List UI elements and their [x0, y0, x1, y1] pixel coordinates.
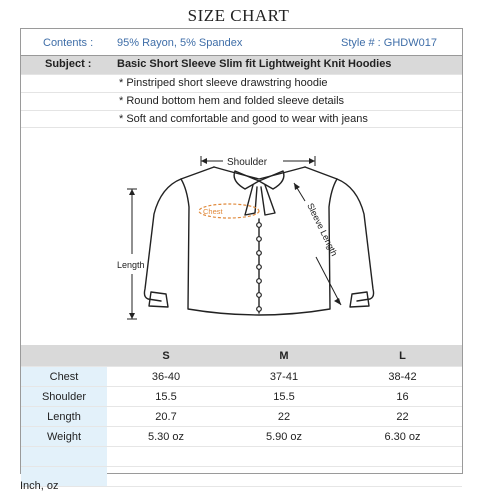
garment-illustration	[21, 129, 462, 344]
table-cell: 5.90 oz	[225, 427, 343, 447]
button	[257, 251, 262, 256]
table-header-cell: L	[343, 345, 462, 367]
contents-value: 95% Rayon, 5% Spandex	[117, 37, 243, 49]
contents-label: Contents :	[43, 37, 94, 49]
table-cell: 22	[343, 407, 462, 427]
row-label: Shoulder	[21, 387, 107, 407]
feature-row	[21, 74, 462, 92]
table-cell: 36-40	[107, 367, 225, 387]
contents-row	[21, 34, 462, 54]
table-cell: 37-41	[225, 367, 343, 387]
style-number: Style # : GHDW017	[341, 37, 437, 49]
button	[257, 307, 262, 312]
subject-label: Subject :	[45, 58, 92, 70]
table-cell: 15.5	[107, 387, 225, 407]
length-label: Length	[117, 260, 145, 270]
shoulder-label: Shoulder	[227, 157, 268, 168]
table-cell-empty	[343, 467, 462, 487]
feature-row	[21, 110, 462, 128]
row-label: Chest	[21, 367, 107, 387]
row-label: Length	[21, 407, 107, 427]
button	[257, 265, 262, 270]
sleeve-length-label: Sleeve Length	[305, 201, 340, 258]
chest-label: Chest	[203, 207, 223, 216]
bow-tail-left	[245, 185, 257, 215]
row-label: Weight	[21, 427, 107, 447]
table-cell: 16	[343, 387, 462, 407]
table-cell: 5.30 oz	[107, 427, 225, 447]
feature-row	[21, 92, 462, 110]
table-row	[21, 407, 462, 427]
table-header-cell: M	[225, 345, 343, 367]
table-cell: 38-42	[343, 367, 462, 387]
table-header-cell: S	[107, 345, 225, 367]
table-cell-empty	[107, 447, 225, 467]
garment-diagram	[21, 129, 462, 344]
table-row-empty	[21, 467, 462, 487]
subject-row	[21, 56, 462, 74]
table-cell: 6.30 oz	[343, 427, 462, 447]
feature-text: * Pinstriped short sleeve drawstring hoodie	[119, 77, 328, 89]
table-cell-empty	[107, 467, 225, 487]
size-chart-frame	[20, 28, 463, 474]
feature-text: * Soft and comfortable and good to wear with jeans	[119, 113, 368, 125]
button	[257, 223, 262, 228]
table-cell: 15.5	[225, 387, 343, 407]
right-sleeve-outline	[305, 167, 374, 301]
row-label-empty	[21, 447, 107, 467]
length-measure	[127, 189, 137, 319]
table-header-row	[21, 345, 462, 367]
page-title: SIZE CHART	[187, 6, 290, 25]
table-cell: 20.7	[107, 407, 225, 427]
button	[257, 237, 262, 242]
table-row	[21, 427, 462, 447]
subject-value: Basic Short Sleeve Slim fit Lightweight Knit Hoodies	[117, 58, 392, 70]
table-row-empty	[21, 447, 462, 467]
table-cell: 22	[225, 407, 343, 427]
button	[257, 279, 262, 284]
collar	[214, 167, 305, 179]
button	[257, 293, 262, 298]
size-table	[21, 345, 462, 487]
table-cell-empty	[225, 447, 343, 467]
table-row	[21, 367, 462, 387]
units-note: Inch, oz	[20, 480, 59, 492]
table-cell-empty	[343, 447, 462, 467]
feature-text: * Round bottom hem and folded sleeve details	[119, 95, 345, 107]
table-header-cell	[21, 345, 107, 367]
table-cell-empty	[225, 467, 343, 487]
table-row	[21, 387, 462, 407]
left-sleeve-outline	[144, 167, 214, 301]
